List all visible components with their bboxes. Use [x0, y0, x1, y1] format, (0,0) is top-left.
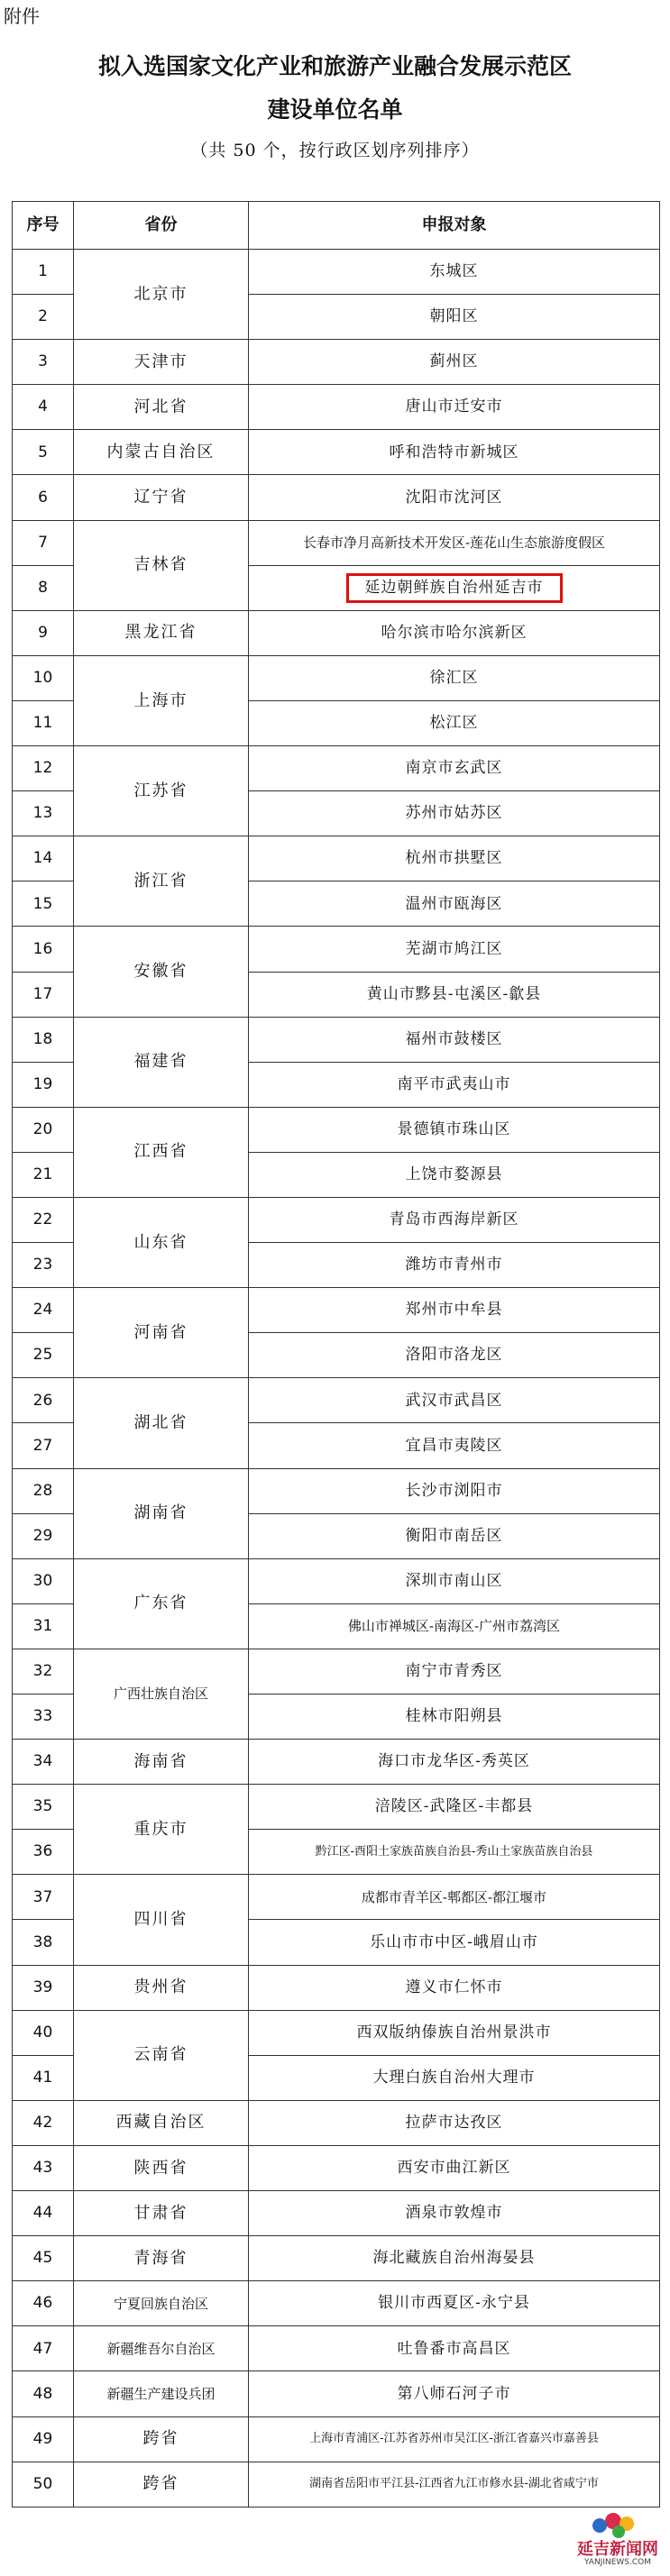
row-number: 18	[13, 1017, 74, 1062]
table-header-row	[13, 202, 660, 250]
row-number: 28	[13, 1468, 74, 1513]
row-number: 47	[13, 2326, 74, 2371]
applicant-unit-cell: 福州市鼓楼区	[249, 1017, 660, 1062]
logo-petal-icon	[592, 2518, 607, 2533]
table-row	[13, 2191, 660, 2236]
applicant-unit-cell: 长春市净月高新技术开发区-莲花山生态旅游度假区	[249, 520, 660, 565]
row-number: 41	[13, 2055, 74, 2100]
table-row	[13, 430, 660, 475]
table-row	[13, 2371, 660, 2416]
table-row	[13, 250, 660, 295]
applicant-unit-cell: 长沙市浏阳市	[249, 1468, 660, 1513]
row-number: 26	[13, 1378, 74, 1423]
applicant-unit-cell: 遵义市仁怀市	[249, 1965, 660, 2010]
row-number: 27	[13, 1423, 74, 1468]
row-number: 3	[13, 340, 74, 385]
table-row	[13, 1468, 660, 1513]
row-number: 24	[13, 1288, 74, 1333]
province-cell: 湖北省	[74, 1378, 249, 1468]
province-cell: 贵州省	[74, 1965, 249, 2010]
row-number: 7	[13, 520, 74, 565]
province-cell: 海南省	[74, 1740, 249, 1785]
province-cell: 内蒙古自治区	[74, 430, 249, 475]
row-number: 6	[13, 475, 74, 520]
table-row	[13, 746, 660, 791]
applicant-unit-cell: 上饶市婺源县	[249, 1152, 660, 1197]
watermark-url: YANJINEWS.COM	[583, 2558, 652, 2567]
applicant-unit-cell: 桂林市阳朔县	[249, 1694, 660, 1740]
applicant-unit-cell: 郑州市中牟县	[249, 1288, 660, 1333]
province-cell: 黑龙江省	[74, 610, 249, 655]
table-row	[13, 2326, 660, 2371]
applicant-unit-cell: 松江区	[249, 700, 660, 745]
applicant-unit-cell: 佛山市禅城区-南海区-广州市荔湾区	[249, 1603, 660, 1649]
table-row	[13, 340, 660, 385]
province-cell: 跨省	[74, 2462, 249, 2507]
row-number: 16	[13, 927, 74, 972]
row-number: 9	[13, 610, 74, 655]
applicant-unit-cell: 深圳市南山区	[249, 1558, 660, 1603]
applicant-unit-cell: 西安市曲江新区	[249, 2145, 660, 2190]
province-cell: 上海市	[74, 655, 249, 745]
applicant-unit-cell: 酒泉市敦煌市	[249, 2191, 660, 2236]
row-number: 11	[13, 700, 74, 745]
row-number: 42	[13, 2100, 74, 2145]
province-cell: 广东省	[74, 1558, 249, 1649]
row-number: 25	[13, 1333, 74, 1378]
row-number: 46	[13, 2281, 74, 2326]
column-header: 省份	[74, 202, 249, 250]
row-number: 21	[13, 1152, 74, 1197]
applicant-unit-cell: 徐汇区	[249, 655, 660, 700]
province-cell: 山东省	[74, 1197, 249, 1287]
applicant-unit-cell: 呼和浩特市新城区	[249, 430, 660, 475]
applicant-unit-cell: 南京市玄武区	[249, 746, 660, 791]
province-cell: 北京市	[74, 250, 249, 340]
province-cell: 福建省	[74, 1017, 249, 1107]
highlighted-unit: 延边朝鲜族自治州延吉市	[346, 573, 563, 603]
applicant-unit-cell: 潍坊市青州市	[249, 1243, 660, 1288]
province-cell: 安徽省	[74, 927, 249, 1017]
row-number: 12	[13, 746, 74, 791]
table-row	[13, 1649, 660, 1694]
table-row	[13, 1875, 660, 1920]
province-cell: 辽宁省	[74, 475, 249, 520]
applicant-unit-cell: 哈尔滨市哈尔滨新区	[249, 610, 660, 655]
applicant-unit-cell: 拉萨市达孜区	[249, 2100, 660, 2145]
row-number: 20	[13, 1107, 74, 1152]
row-number: 31	[13, 1603, 74, 1649]
applicant-unit-cell: 杭州市拱墅区	[249, 836, 660, 882]
row-number: 29	[13, 1513, 74, 1558]
row-number: 15	[13, 882, 74, 927]
column-header: 申报对象	[249, 202, 660, 250]
row-number: 10	[13, 655, 74, 700]
document-title-line2: 建设单位名单	[267, 96, 403, 123]
row-number: 8	[13, 565, 74, 610]
table-row	[13, 2281, 660, 2326]
document-title: 拟入选国家文化产业和旅游产业融合发展示范区	[97, 53, 572, 79]
unit-list-table	[12, 201, 660, 2507]
column-header: 序号	[13, 202, 74, 250]
table-row	[13, 475, 660, 520]
table-row	[13, 520, 660, 565]
applicant-unit-cell: 朝阳区	[249, 295, 660, 340]
applicant-unit-cell: 武汉市武昌区	[249, 1378, 660, 1423]
attachment-label: 附件	[4, 5, 40, 27]
table-row	[13, 2145, 660, 2190]
applicant-unit-cell: 东城区	[249, 250, 660, 295]
applicant-unit-cell: 洛阳市洛龙区	[249, 1333, 660, 1378]
applicant-unit-cell: 沈阳市沈河区	[249, 475, 660, 520]
applicant-unit-cell: 西双版纳傣族自治州景洪市	[249, 2010, 660, 2055]
province-cell: 陕西省	[74, 2145, 249, 2190]
applicant-unit-cell: 黔江区-酉阳土家族苗族自治县-秀山土家族苗族自治县	[249, 1830, 660, 1875]
table-row	[13, 927, 660, 972]
row-number: 34	[13, 1740, 74, 1785]
province-cell: 宁夏回族自治区	[74, 2281, 249, 2326]
applicant-unit-cell	[249, 565, 660, 610]
row-number: 1	[13, 250, 74, 295]
applicant-unit-cell: 乐山市市中区-峨眉山市	[249, 1920, 660, 1965]
row-number: 37	[13, 1875, 74, 1920]
row-number: 39	[13, 1965, 74, 2010]
province-cell: 浙江省	[74, 836, 249, 927]
row-number: 14	[13, 836, 74, 882]
row-number: 36	[13, 1830, 74, 1875]
row-number: 44	[13, 2191, 74, 2236]
province-cell: 新疆生产建设兵团	[74, 2371, 249, 2416]
applicant-unit-cell: 成都市青羊区-郫都区-都江堰市	[249, 1875, 660, 1920]
province-cell: 江苏省	[74, 746, 249, 836]
applicant-unit-cell: 宜昌市夷陵区	[249, 1423, 660, 1468]
applicant-unit-cell: 南宁市青秀区	[249, 1649, 660, 1694]
province-cell: 广西壮族自治区	[74, 1649, 249, 1739]
applicant-unit-cell: 上海市青浦区-江苏省苏州市吴江区-浙江省嘉兴市嘉善县	[249, 2416, 660, 2462]
applicant-unit-cell: 景德镇市珠山区	[249, 1107, 660, 1152]
table-row	[13, 1107, 660, 1152]
table-row	[13, 1197, 660, 1242]
province-cell: 跨省	[74, 2416, 249, 2462]
applicant-unit-cell: 唐山市迁安市	[249, 385, 660, 430]
province-cell: 云南省	[74, 2010, 249, 2100]
applicant-unit-cell: 芜湖市鸠江区	[249, 927, 660, 972]
table-row	[13, 1965, 660, 2010]
province-cell: 新疆维吾尔自治区	[74, 2326, 249, 2371]
row-number: 35	[13, 1785, 74, 1830]
row-number: 5	[13, 430, 74, 475]
province-cell: 四川省	[74, 1875, 249, 1965]
table-row	[13, 655, 660, 700]
table-row	[13, 2462, 660, 2507]
province-cell: 甘肃省	[74, 2191, 249, 2236]
table-row	[13, 1378, 660, 1423]
row-number: 17	[13, 972, 74, 1017]
row-number: 2	[13, 295, 74, 340]
row-number: 50	[13, 2462, 74, 2507]
row-number: 40	[13, 2010, 74, 2055]
row-number: 49	[13, 2416, 74, 2462]
applicant-unit-cell: 衡阳市南岳区	[249, 1513, 660, 1558]
document-subtitle: （共 50 个，按行政区划序列排序）	[190, 141, 480, 160]
applicant-unit-cell: 黄山市黟县-屯溪区-歙县	[249, 972, 660, 1017]
table-row	[13, 1017, 660, 1062]
site-watermark-logo	[567, 2509, 668, 2574]
table-row	[13, 2100, 660, 2145]
row-number: 13	[13, 791, 74, 836]
row-number: 33	[13, 1694, 74, 1740]
province-cell: 江西省	[74, 1107, 249, 1197]
row-number: 22	[13, 1197, 74, 1242]
table-row	[13, 1785, 660, 1830]
row-number: 19	[13, 1062, 74, 1107]
applicant-unit-cell: 吐鲁番市高昌区	[249, 2326, 660, 2371]
applicant-unit-cell: 涪陵区-武隆区-丰都县	[249, 1785, 660, 1830]
province-cell: 河北省	[74, 385, 249, 430]
row-number: 38	[13, 1920, 74, 1965]
table-row	[13, 610, 660, 655]
row-number: 43	[13, 2145, 74, 2190]
province-cell: 青海省	[74, 2236, 249, 2281]
row-number: 48	[13, 2371, 74, 2416]
applicant-unit-cell: 大理白族自治州大理市	[249, 2055, 660, 2100]
table-row	[13, 2010, 660, 2055]
row-number: 45	[13, 2236, 74, 2281]
applicant-unit-cell: 银川市西夏区-永宁县	[249, 2281, 660, 2326]
province-cell: 天津市	[74, 340, 249, 385]
row-number: 4	[13, 385, 74, 430]
table-row	[13, 836, 660, 882]
applicant-unit-cell: 湖南省岳阳市平江县-江西省九江市修水县-湖北省咸宁市	[249, 2462, 660, 2507]
applicant-unit-cell: 海北藏族自治州海晏县	[249, 2236, 660, 2281]
applicant-unit-cell: 苏州市姑苏区	[249, 791, 660, 836]
province-cell: 吉林省	[74, 520, 249, 610]
table-row	[13, 385, 660, 430]
row-number: 30	[13, 1558, 74, 1603]
province-cell: 河南省	[74, 1288, 249, 1378]
applicant-unit-cell: 温州市瓯海区	[249, 882, 660, 927]
table-row	[13, 2416, 660, 2462]
table-row	[13, 1288, 660, 1333]
applicant-unit-cell: 青岛市西海岸新区	[249, 1197, 660, 1242]
table-row	[13, 1558, 660, 1603]
province-cell: 湖南省	[74, 1468, 249, 1558]
table-row	[13, 2236, 660, 2281]
applicant-unit-cell: 第八师石河子市	[249, 2371, 660, 2416]
province-cell: 重庆市	[74, 1785, 249, 1875]
watermark-text: 延吉新闻网	[577, 2540, 658, 2559]
applicant-unit-cell: 蓟州区	[249, 340, 660, 385]
row-number: 32	[13, 1649, 74, 1694]
province-cell: 西藏自治区	[74, 2100, 249, 2145]
applicant-unit-cell: 南平市武夷山市	[249, 1062, 660, 1107]
table-row	[13, 1740, 660, 1785]
row-number: 23	[13, 1243, 74, 1288]
applicant-unit-cell: 海口市龙华区-秀英区	[249, 1740, 660, 1785]
